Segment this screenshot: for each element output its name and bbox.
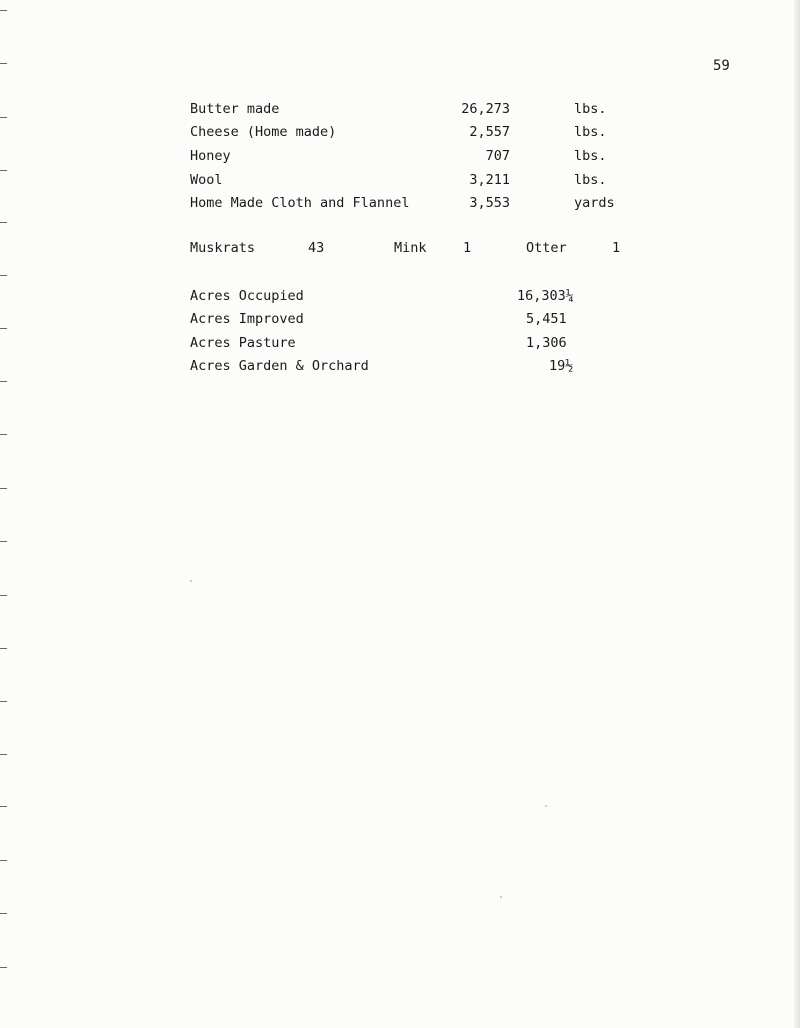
acres-value: 16,303¼ (517, 288, 574, 304)
margin-tick (0, 754, 7, 755)
scan-speck (190, 580, 192, 582)
margin-tick (0, 170, 7, 171)
margin-tick (0, 541, 7, 542)
produce-value: 707 (485, 148, 510, 164)
page-number: 59 (713, 58, 730, 74)
margin-tick (0, 806, 7, 807)
produce-value: 26,273 (461, 101, 510, 117)
produce-label: Wool (190, 172, 223, 188)
margin-tick (0, 10, 7, 11)
fur-label-muskrats: Muskrats (190, 240, 256, 256)
acres-row (190, 356, 630, 376)
fur-value-otter: 1 (612, 240, 621, 256)
produce-unit: lbs. (574, 172, 607, 188)
produce-label: Cheese (Home made) (190, 124, 337, 140)
produce-label: Home Made Cloth and Flannel (190, 195, 410, 211)
acres-value: 19½ (549, 358, 574, 374)
produce-row (190, 99, 630, 119)
produce-row (190, 193, 630, 213)
margin-tick (0, 860, 7, 861)
produce-label: Honey (190, 148, 231, 164)
margin-tick (0, 595, 7, 596)
margin-tick (0, 63, 7, 64)
page-edge-shadow (794, 0, 800, 1028)
acres-row (190, 286, 630, 306)
acres-value: 1,306 (526, 335, 567, 351)
margin-tick (0, 434, 7, 435)
margin-tick (0, 701, 7, 702)
produce-row (190, 146, 630, 166)
acres-label: Acres Pasture (190, 335, 296, 351)
fur-label-mink: Mink (394, 240, 427, 256)
margin-tick (0, 648, 7, 649)
produce-value: 3,553 (469, 195, 510, 211)
fur-value-muskrats: 43 (308, 240, 325, 256)
acres-row (190, 333, 630, 353)
margin-tick (0, 328, 7, 329)
margin-tick (0, 275, 7, 276)
margin-tick (0, 381, 7, 382)
produce-unit: yards (574, 195, 615, 211)
scan-speck (500, 896, 502, 898)
fur-label-otter: Otter (526, 240, 567, 256)
acres-label: Acres Garden & Orchard (190, 358, 369, 374)
acres-label: Acres Occupied (190, 288, 304, 304)
acres-label: Acres Improved (190, 311, 304, 327)
acres-value: 5,451 (526, 311, 567, 327)
margin-tick (0, 222, 7, 223)
acres-row (190, 309, 630, 329)
produce-row (190, 170, 630, 190)
margin-tick (0, 117, 7, 118)
fur-value-mink: 1 (463, 240, 472, 256)
produce-unit: lbs. (574, 124, 607, 140)
produce-label: Butter made (190, 101, 280, 117)
margin-tick (0, 488, 7, 489)
produce-unit: lbs. (574, 148, 607, 164)
produce-row (190, 122, 630, 142)
produce-value: 3,211 (469, 172, 510, 188)
scan-speck (545, 805, 547, 807)
margin-tick (0, 913, 7, 914)
margin-tick (0, 967, 7, 968)
produce-unit: lbs. (574, 101, 607, 117)
produce-value: 2,557 (469, 124, 510, 140)
